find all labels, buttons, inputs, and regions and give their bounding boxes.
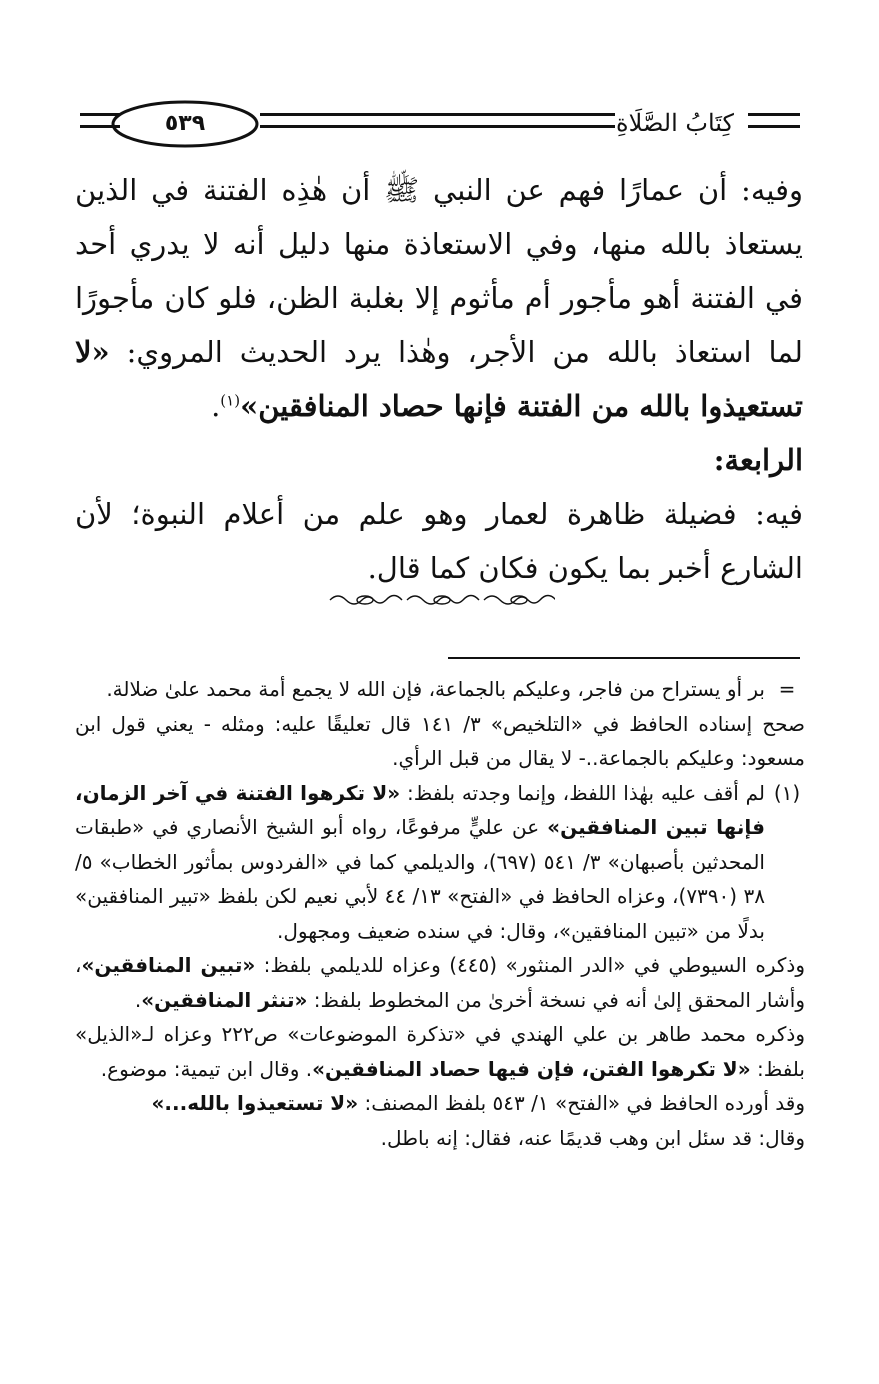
- footnote-text: [75, 776, 765, 949]
- footnote-1: [75, 776, 805, 949]
- footnote-text: صحح إسناده الحافظ في «التلخيص» ٣/ ١٤١ قال تعليقًا عليه: ومثله - يعني قول ابن مسعود: وعليكم بالجماعة..- لا يقال من قبل الرأي.: [75, 711, 806, 770]
- footnote-text: وقال: قد سئل ابن وهب قديمًا عنه، فقال: إنه باطل.: [380, 1125, 805, 1150]
- footnote-quote: «تبين المنافقين»: [81, 953, 256, 977]
- section-heading: الرابعة:: [713, 443, 803, 477]
- footnote-quote: «لا تكرهوا الفتن، فإن فيها حصاد المنافقين»: [312, 1056, 751, 1081]
- hadith-quote: «لا تستعيذوا بالله من الفتنة فإنها حصاد المنافقين»: [75, 335, 803, 423]
- footnote-number: (١): [773, 780, 801, 805]
- footnote-ref: (١): [220, 391, 241, 410]
- paragraph-commentary: [75, 163, 803, 433]
- header-rule-middle-top: [260, 113, 615, 116]
- footnote-quote: «لا تكرهوا الفتنة في آخر الزمان، فإنها تبين المنافقين»: [75, 780, 765, 839]
- footnote-span: عن عليٍّ مرفوعًا، رواه أبو الشيخ الأنصاري في «طبقات المحدثين بأصبهان» ٣/ ٥٤١ (٦٩٧)، والديلمي كما في «الفردوس بمأثور الخطاب» ٥/ ٣٨ (٧٣٩٠)، وعزاه الحافظ في «الفتح» ١٣/ ٤٤ لأبي نعيم لكن بلفظ «تبير المنافقين» بدلًا من «تبين المنافقين»، وقال: في سنده ضعيف ومجهول.: [75, 815, 765, 943]
- footnote-span: لم أقف عليه بهٰذا اللفظ، وإنما وجدته بلفظ:: [400, 780, 765, 805]
- footnote-text: [75, 1086, 805, 1121]
- header-rule-right-bottom: [748, 125, 800, 128]
- paragraph-end: .: [211, 389, 221, 423]
- footnote-continuation: [75, 672, 805, 707]
- page-number: ٥٣٩: [164, 111, 206, 136]
- footnote-span: .: [134, 987, 142, 1012]
- header-rule-middle-bottom: [260, 125, 615, 128]
- header-rule-right-top: [748, 113, 800, 116]
- footnote-span: . وقال ابن تيمية: موضوع.: [100, 1056, 313, 1081]
- footnote-text: [75, 1017, 805, 1086]
- footnote-text: [75, 948, 805, 1017]
- footnote-paragraph: [75, 707, 805, 776]
- ornament-divider-icon: [325, 585, 555, 615]
- continuation-mark: =: [778, 677, 796, 701]
- footnote-span: وذكره السيوطي في «الدر المنثور» (٤٤٥) وعزاه للديلمي بلفظ:: [255, 953, 805, 977]
- footnote-quote: «لا تستعيذوا بالله...»: [151, 1091, 359, 1115]
- paragraph-text: وفيه: أن عمارًا فهم عن النبي ﷺ أن هٰذِه الفتنة في الذين يستعاذ بالله منها، وفي الاستعاذة منها دليل أنه لا يدري أحد في الفتنة أهو مأجور أم مأثوم إلا بغلبة الظن، فلو كان مأجورًا لما استعاذ بالله من الأجر، وهٰذا يرد الحديث المروي:: [75, 173, 803, 369]
- footnote-paragraph: [75, 948, 805, 1155]
- page-header: [80, 95, 800, 153]
- footnote-text: بر أو يستراح من فاجر، وعليكم بالجماعة، فإن الله لا يجمع أمة محمد علىٰ ضلالة.: [106, 677, 765, 701]
- footnote-span: وأشار المحقق إلىٰ أنه في نسخة أخرىٰ من المخطوط بلفظ:: [307, 987, 805, 1012]
- footnote-span: وذكره محمد طاهر بن علي الهندي في «تذكرة الموضوعات» ص٢٢٢ وعزاه لـ«الذيل» بلفظ:: [75, 1022, 805, 1081]
- footnote-span: وقد أورده الحافظ في «الفتح» ١/ ٥٤٣ بلفظ المصنف:: [358, 1091, 805, 1115]
- paragraph-fourth: فيه: فضيلة ظاهرة لعمار وهو علم من أعلام النبوة؛ لأن الشارع أخبر بما يكون فكان كما قال.: [75, 497, 803, 585]
- footnote-quote: «تنثر المنافقين»: [141, 987, 308, 1012]
- footnotes: [75, 672, 805, 1155]
- running-title: كِتَابُ الصَّلَاةِ: [616, 109, 734, 137]
- footnote-span: ،: [75, 953, 82, 977]
- main-text: [75, 163, 803, 595]
- footnote-separator: [448, 657, 800, 659]
